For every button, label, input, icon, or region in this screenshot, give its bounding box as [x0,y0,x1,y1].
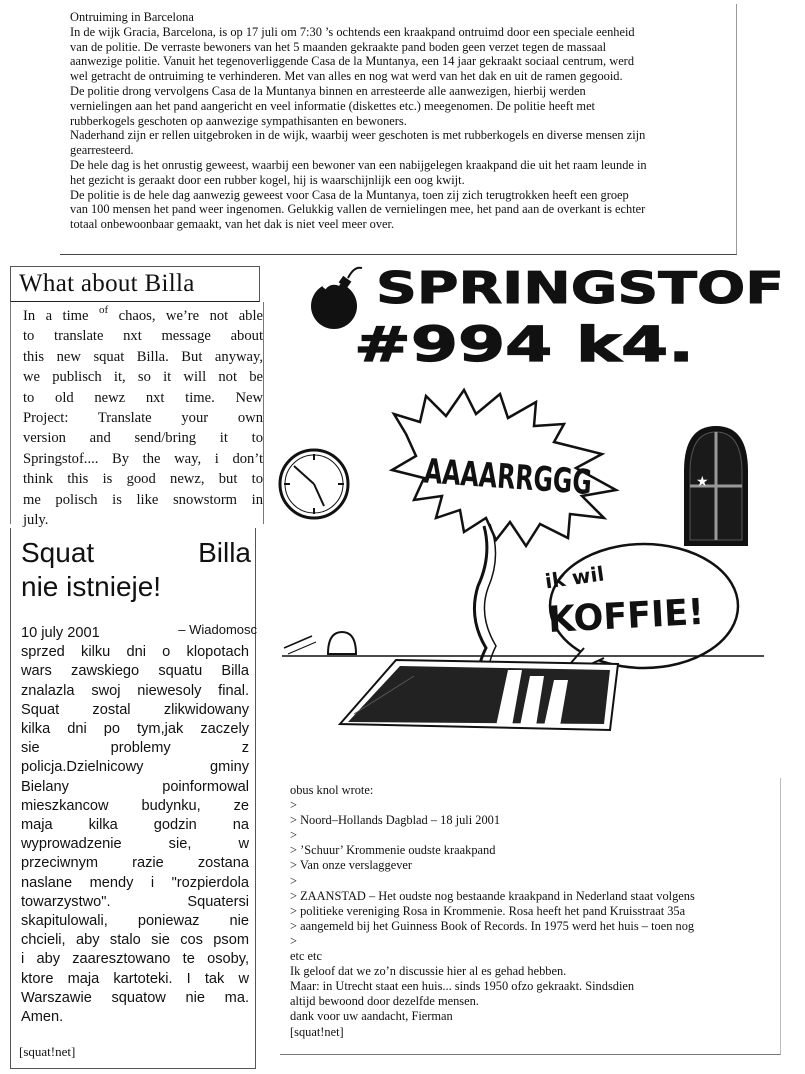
squat-text [21,622,257,1027]
billa-line: Project: Translate your own [23,410,263,427]
speech-line1: ik wil [543,561,606,594]
squat-line: maja kilka godzin na [21,817,249,834]
article-line: In de wijk Gracia, Barcelona, is op 17 juli om 7:30 ’s ochtends een kraakpand ontruimd door een speciale eenheid [70,24,635,39]
email-line: > ’Schuur’ Krommenie oudste kraakpand [290,843,496,858]
article-line: van 100 mensen het pand weer ingenomen. Gelukkig vallen de vernielingen mee, het pand aan de overkant is echter [70,202,646,217]
email-line: altijd bewoond door dezelfde mensen. [290,994,479,1009]
wall-clock-icon [280,450,348,518]
squat-title: Squat Billa nie istnieje! [21,537,251,602]
squat-line: Bielany poinformowal [21,778,249,795]
svg-text:★: ★ [696,474,709,490]
email-line: > [290,828,297,843]
barcelona-article-text [70,10,647,232]
barcelona-article [60,4,737,255]
email-line: > Noord–Hollands Dagblad – 18 juli 2001 [290,813,501,828]
email-line: dank voor uw aandacht, Fierman [290,1009,453,1024]
email-line: [squat!net] [290,1024,344,1039]
squat-line: Warszawie squatow nie ma. [21,989,249,1006]
squat-line: chcieli, aby stalo sie cos psom [21,932,249,949]
masthead-springstof: SPRINGSTOF [376,263,784,314]
squat-line: mieszkancow budynku, ze [21,797,249,814]
email-line: > Van onze verslaggever [290,858,413,873]
cartoon-drawing [264,256,800,756]
billa-line: In a time $^{of}$ chaos, we’re not able [23,304,264,324]
email-line: > [290,933,297,948]
billa-line: version and send/bring it to [23,430,263,447]
article-line: Naderhand zijn er rellen uitgebroken in de wijk, waarbij weer geschoten is met rubberkogels en diverse mensen zijn [70,128,646,143]
masthead-issue: #994 k4. [354,317,694,373]
billa-line: july. [23,512,49,529]
email-line: > politieke vereniging Rosa in Krommenie. Rosa heeft het pand Kruisstraat 35a [290,903,686,918]
article-line: De politie is de hele dag aanwezig geweest voor Casa de la Muntanya, toen zij zich terugtrokken heeft een groep [70,187,629,202]
billa-line: to old newz nxt time. New [23,389,263,406]
squat-line: wars zawskiego squatu Billa [21,663,249,680]
article-line: De politie drong vervolgens Casa de la Muntanya binnen en arresteerde alle aanwezigen, hierbij werden [70,83,586,98]
billa-line: this new squat Billa. But anyway, [23,348,263,365]
arched-window-icon [684,426,748,546]
email-clipping [280,778,781,1055]
billa-line: me polisch is like snowstorm in [23,491,263,508]
billa-line: Springstof.... By the way, i don’t [23,450,263,467]
article-line: totaal onbewoonbaar gemaakt, van het dak is niet veel meer over. [70,217,395,232]
squat-line: kilka dni po tym,jak zaczely [21,721,249,738]
squat-line: wyprowadzenie sie, w [21,836,249,853]
email-line: etc etc [290,949,322,964]
article-line: het gezicht is geraakt door een rubber kogel, hij is waarschijnlijk een oog kwijt. [70,172,465,187]
squat-line: sprzed kilku dni o klopotach [21,644,249,661]
floor-hatch-icon [340,660,618,730]
cartoon-panel [264,256,800,756]
email-line: Maar: in Utrecht staat een huis... sinds 1950 ofzo gekraakt. Sindsdien [290,979,635,994]
speech-line2: KOFFIE! [547,591,710,641]
article-line: wel getracht de ontruiming te verhinderen. Met van alles en nog wat werd van het dak en uit de ramen gegooid. [70,69,623,84]
squat-line: sie problemy z [21,740,249,757]
squat-source: [squat!net] [19,1044,76,1059]
squat-line: naslane mendy i "rozpierdola [21,874,249,891]
squat-line: policja.Dzielnicowy gminy [21,759,249,776]
squat-date: 10 july 2001 [21,625,100,641]
article-line: aanwezige politie. Vanuit het tegenoverliggende Casa de la Muntanya, een 14 jaar gekraakt sociaal centrum, werd [70,54,635,69]
billa-heading-box [10,266,260,303]
article-line: vernielingen aan het pand aangericht en veel informatie (diskettes etc.) meegenomen. De politie heeft met [70,98,596,113]
email-line: > [290,873,297,888]
email-line: > aangemeld bij het Guinness Book of Records. In 1975 werd het huis – toen nog [290,918,695,933]
squat-line: Amen. [21,1009,64,1026]
billa-line: think this is good newz, but to [23,471,263,488]
billa-line: to translate nxt message about [23,328,263,345]
article-line: De hele dag is het onrustig geweest, waarbij een bewoner van een nabijgelegen kraakpand die uit het raam leunde in [70,157,647,172]
squat-billa-article [10,528,256,1069]
email-line: Ik geloof dat we zo’n discussie hier al es gehad hebben. [290,964,567,979]
billa-line: we publisch it, so it will not be [23,369,263,386]
article-line: rubberkogels geschoten op aanwezige sympathisanten en bewoners. [70,113,407,128]
email-text [290,783,695,1040]
article-line: gearresteerd. [70,143,134,158]
coffee-speech-balloon [544,544,738,680]
squat-line: ktore maja kartoteki. I tak w [21,970,249,987]
article-line: van de politie. De verraste bewoners van het 5 maanden gekraakte pand boden geen verzet tegen de massaal [70,39,607,54]
email-line: obus knol wrote: [290,783,374,797]
squat-line: towarzystwo". Squatersi [21,893,249,910]
billa-note [10,302,264,529]
squat-line: znalazla swoj niewesoly final. [21,682,249,699]
squat-line: i aby zaaresztowano te osoby, [21,951,249,968]
email-line: > [290,798,297,813]
scream-text: AAAARRGGG [422,451,667,509]
billa-heading: What about Billa [19,270,195,297]
squat-dateline [21,622,257,643]
squat-line: przeciwnym razie zostana [21,855,249,872]
squat-line: Squat zostal zlikwidowany [21,701,249,718]
email-line: > ZAANSTAD – Het oudste nog bestaande kraakpand in Nederland staat volgens [290,888,695,903]
squat-line: skapitulowali, poniewaz nie [21,913,249,930]
article-title: Ontruiming in Barcelona [70,10,194,24]
squat-wiadomosc: – Wiadomosc [178,622,257,637]
